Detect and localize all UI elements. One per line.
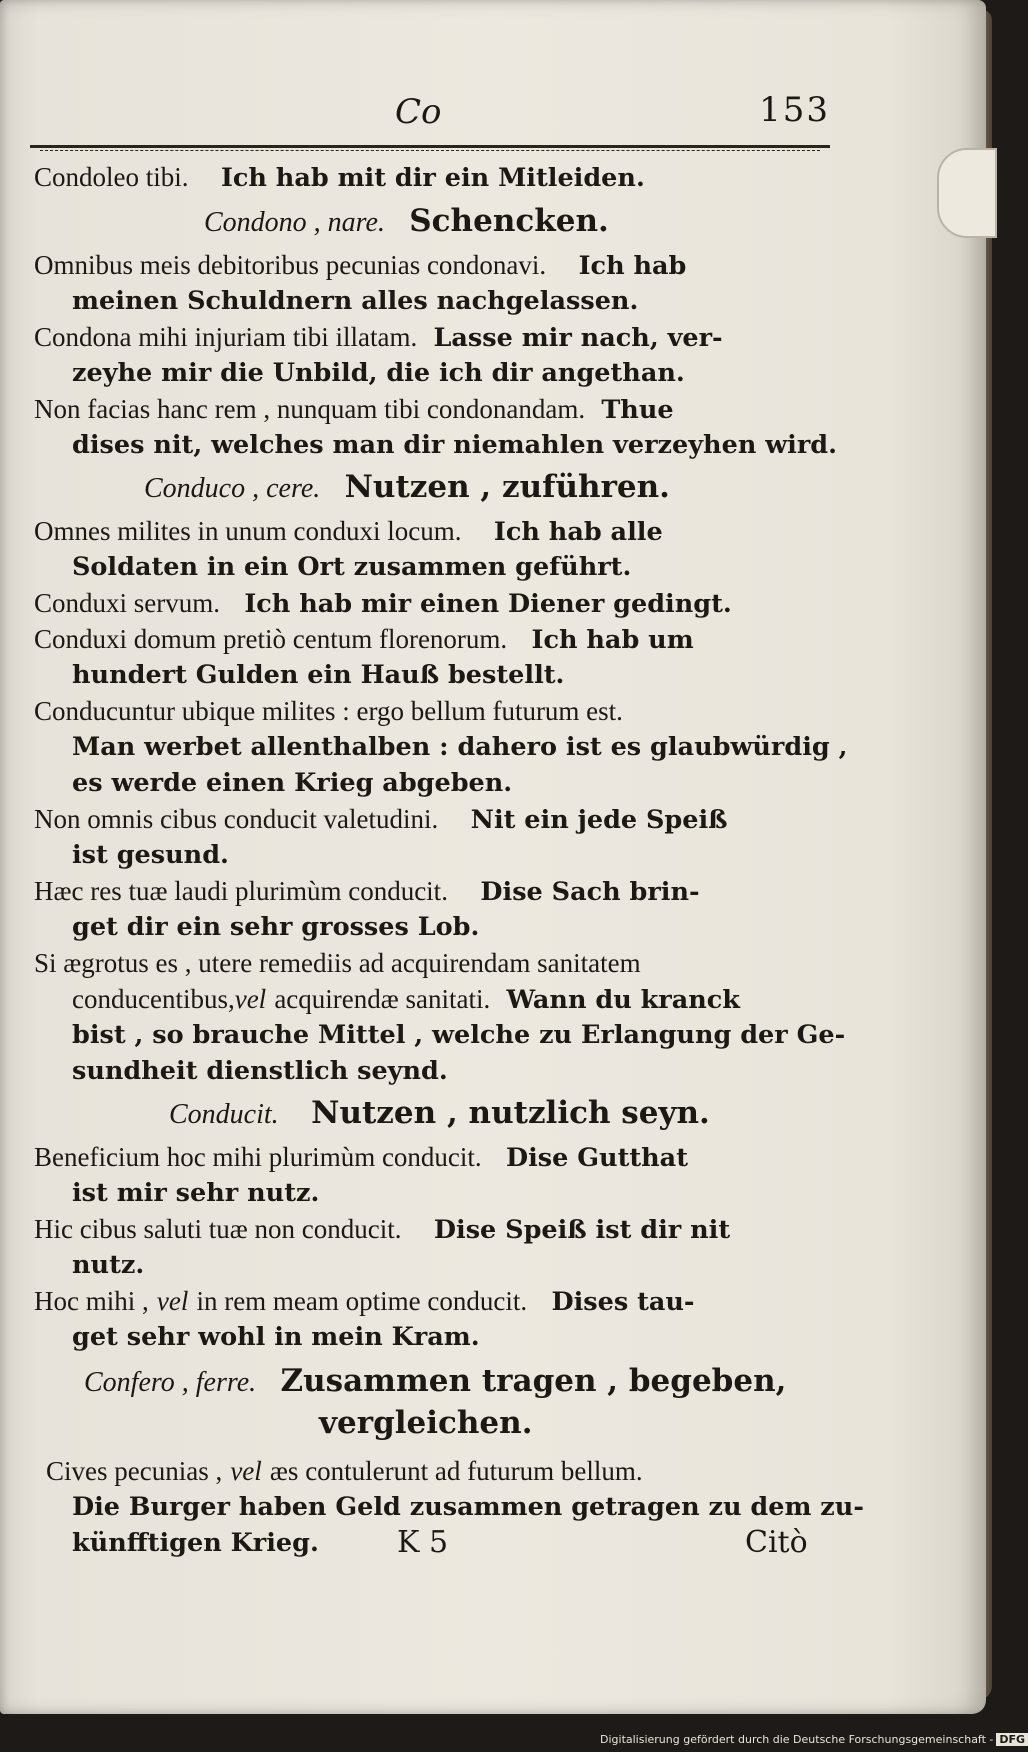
header-rule [30, 145, 830, 148]
entry-line: Condoleo tibi. Ich hab mit dir ein Mitleiden. [34, 162, 645, 193]
entry-continuation: get dir ein sehr grosses Lob. [72, 912, 480, 942]
entry-continuation: conducentibus,vel acquirendæ sanitati. Wann du kranck [72, 984, 740, 1015]
headword: Confero , ferre. Zusammen tragen , begeben, [84, 1363, 787, 1399]
entry-line: Beneficium hoc mihi plurimùm conducit. Dise Gutthat [34, 1142, 688, 1173]
entry-continuation: zeyhe mir die Unbild, die ich dir angethan. [72, 358, 685, 388]
entry-line: Si ægrotus es , utere remediis ad acquirendam sanitatem [34, 948, 641, 978]
entry-line: Conduxi domum pretiò centum florenorum. Ich hab um [34, 624, 694, 655]
entry-line: Hoc mihi , vel in rem meam optime conducit. Dises tau- [34, 1286, 695, 1317]
entry-continuation: sundheit dienstlich seynd. [72, 1056, 448, 1086]
headword: Conducit. Nutzen , nutzlich seyn. [169, 1095, 710, 1131]
entry-continuation: hundert Gulden ein Hauß bestellt. [72, 660, 565, 690]
entry-continuation: Soldaten in ein Ort zusammen geführt. [72, 552, 632, 582]
entry-continuation: ist gesund. [72, 840, 229, 870]
entry-line: Omnibus meis debitoribus pecunias condonavi. Ich hab [34, 250, 687, 281]
header-rule-dashed [40, 150, 820, 151]
entry-line: Hic cibus saluti tuæ non conducit. Dise Speiß ist dir nit [34, 1214, 731, 1245]
entry-continuation: bist , so brauche Mittel , welche zu Erlangung der Ge- [72, 1020, 846, 1050]
running-head-title: Co [395, 92, 442, 132]
entry-continuation: Die Burger haben Geld zusammen getragen zu dem zu- [72, 1492, 864, 1522]
entry-line: Omnes milites in unum conduxi locum. Ich hab alle [34, 516, 663, 547]
entry-line: Conduxi servum. Ich hab mir einen Diener gedingt. [34, 588, 732, 619]
entry-line: Cives pecunias , vel æs contulerunt ad futurum bellum. [46, 1456, 643, 1486]
catchword: Citò [745, 1525, 808, 1560]
digitization-credit [600, 1733, 1028, 1746]
entry-continuation: ist mir sehr nutz. [72, 1178, 320, 1208]
page-tab [937, 148, 997, 238]
entry-line: Non omnis cibus conducit valetudini. Nit ein jede Speiß [34, 804, 728, 835]
entry-continuation: es werde einen Krieg abgeben. [72, 768, 513, 798]
entry-continuation: get sehr wohl in mein Kram. [72, 1322, 480, 1352]
entry-continuation: künfftigen Krieg. [72, 1528, 319, 1558]
entry-line: Conducuntur ubique milites : ergo bellum futurum est. [34, 696, 623, 726]
entry-continuation: nutz. [72, 1250, 145, 1280]
entry-line: Hæc res tuæ laudi plurimùm conducit. Dise Sach brin- [34, 876, 700, 907]
dfg-logo: DFG [996, 1733, 1028, 1746]
entry-line: Non facias hanc rem , nunquam tibi condonandam. Thue [34, 394, 674, 425]
running-head [30, 92, 830, 138]
signature-mark: K 5 [397, 1525, 449, 1560]
entry-continuation: dises nit, welches man dir niemahlen verzeyhen wird. [72, 430, 838, 460]
entry-continuation: meinen Schuldnern alles nachgelassen. [72, 286, 639, 316]
page-number: 153 [759, 90, 830, 130]
headword-continuation: vergleichen. [319, 1405, 533, 1441]
entry-line: Condona mihi injuriam tibi illatam. Lasse mir nach, ver- [34, 322, 723, 353]
credit-text: Digitalisierung gefördert durch die Deutsche Forschungsgemeinschaft - [600, 1733, 994, 1746]
headword: Conduco , cere. Nutzen , zuführen. [144, 469, 670, 505]
headword: Condono , nare. Schencken. [204, 203, 609, 239]
entry-continuation: Man werbet allenthalben : dahero ist es glaubwürdig , [72, 732, 848, 762]
